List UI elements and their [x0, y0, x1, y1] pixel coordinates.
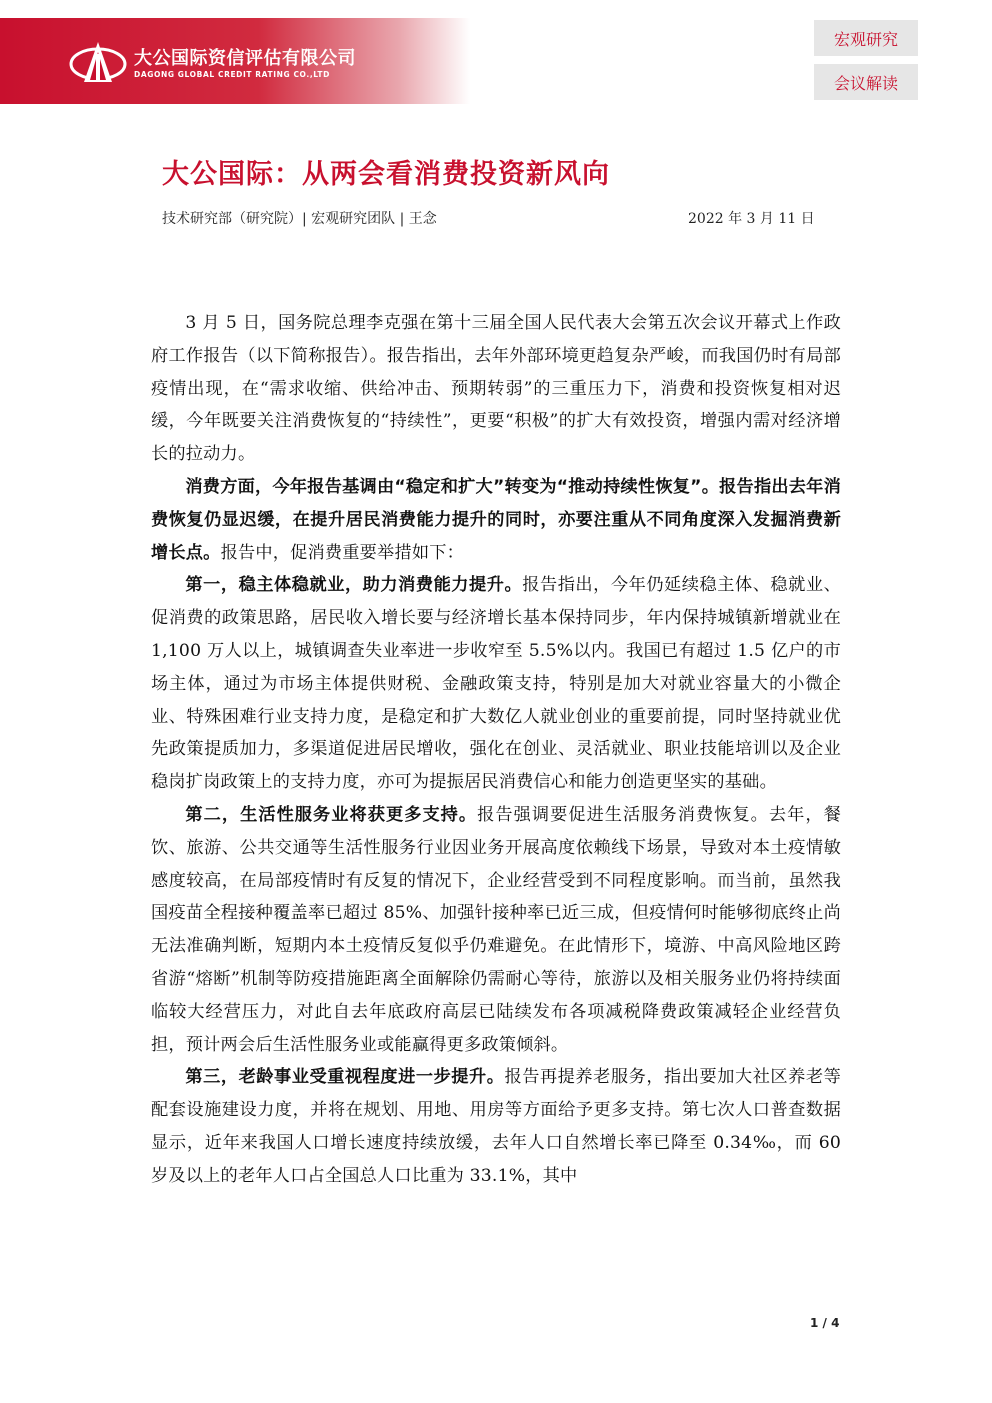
paragraph-lead: 第三，老龄事业受重视程度进一步提升。	[185, 1067, 505, 1088]
paragraph-lead: 消费方面，今年报告基调由“稳定和扩大”转变为“推动持续性恢复”。报告指出去年消费恢复仍显迟缓，在提升居民消费能力提升的同时，亦要注重从不同角度深入发掘消费新增长点。	[151, 476, 841, 563]
article-title: 大公国际：从两会看消费投资新风向	[162, 159, 610, 190]
article-body	[151, 307, 841, 1193]
paragraph	[151, 569, 841, 799]
category-tag-macro: 宏观研究	[814, 20, 918, 56]
company-name-en: DAGONG GLOBAL CREDIT RATING CO.,LTD	[134, 70, 330, 79]
paragraph	[151, 471, 841, 569]
paragraph-lead: 第一，稳主体稳就业，助力消费能力提升。	[185, 575, 523, 596]
page-number: 1 / 4	[810, 1316, 840, 1330]
paragraph-text: 报告强调要促进生活服务消费恢复。去年，餐饮、旅游、公共交通等生活性服务行业因业务开展高度依赖线下场景，导致对本土疫情敏感度较高，在局部疫情时有反复的情况下，企业经营受到不同程度影响。而当前，虽然我国疫苗全程接种覆盖率已超过 85%、加强针接种率已近三成，但疫情何时能够彻底终止尚无法准确判断，短期内本土疫情反复似乎仍难避免。在此情形下，境游、中高风险地区跨省游“熔断”机制等防疫措施距离全面解除仍需耐心等待，旅游以及相关服务业仍将持续面临较大经营压力，对此自去年底政府高层已陆续发布各项减税降费政策减轻企业经营负担，预计两会后生活性服务业或能赢得更多政策倾斜。	[151, 804, 841, 1055]
paragraph	[151, 799, 841, 1061]
paragraph	[151, 1061, 841, 1192]
dagong-logo-icon	[68, 40, 128, 86]
paragraph	[151, 307, 841, 471]
paragraph-lead: 第二，生活性服务业将获更多支持。	[185, 804, 478, 825]
paragraph-text: 报告指出，今年仍延续稳主体、稳就业、促消费的政策思路，居民收入增长要与经济增长基本保持同步，年内保持城镇新增就业在 1,100 万人以上，城镇调查失业率进一步收窄至 5.5%以内。我国已有超过 1.5 亿户的市场主体，通过为市场主体提供财税、金融政策支持，特别是加大对就业容量大的小微企业、特殊困难行业支持力度，是稳定和扩大数亿人就业创业的重要前提，同时坚持就业优先政策提质加力，多渠道促进居民增收，强化在创业、灵活就业、职业技能培训以及企业稳岗扩岗政策上的支持力度，亦可为提振居民消费信心和能力创造更坚实的基础。	[151, 575, 841, 793]
paragraph-text: 报告再提养老服务，指出要加大社区养老等配套设施建设力度，并将在规划、用地、用房等方面给予更多支持。第七次人口普查数据显示，近年来我国人口增长速度持续放缓，去年人口自然增长率已降至 0.34‰，而 60 岁及以上的老年人口占全国总人口比重为 33.1%，其中	[151, 1067, 841, 1186]
category-tag-meeting: 会议解读	[814, 64, 918, 100]
paragraph-text: 3 月 5 日，国务院总理李克强在第十三届全国人民代表大会第五次会议开幕式上作政府工作报告（以下简称报告）。报告指出，去年外部环境更趋复杂严峻，而我国仍时有局部疫情出现，在“需求收缩、供给冲击、预期转弱”的三重压力下，消费和投资恢复相对迟缓，今年既要关注消费恢复的“持续性”，更要“积极”的扩大有效投资，增强内需对经济增长的拉动力。	[151, 313, 841, 465]
article-byline: 技术研究部（研究院）| 宏观研究团队 | 王念	[162, 211, 437, 227]
paragraph-text: 报告中，促消费重要举措如下：	[220, 542, 464, 563]
article-date: 2022 年 3 月 11 日	[688, 211, 815, 227]
company-name-cn: 大公国际资信评估有限公司	[134, 48, 356, 69]
